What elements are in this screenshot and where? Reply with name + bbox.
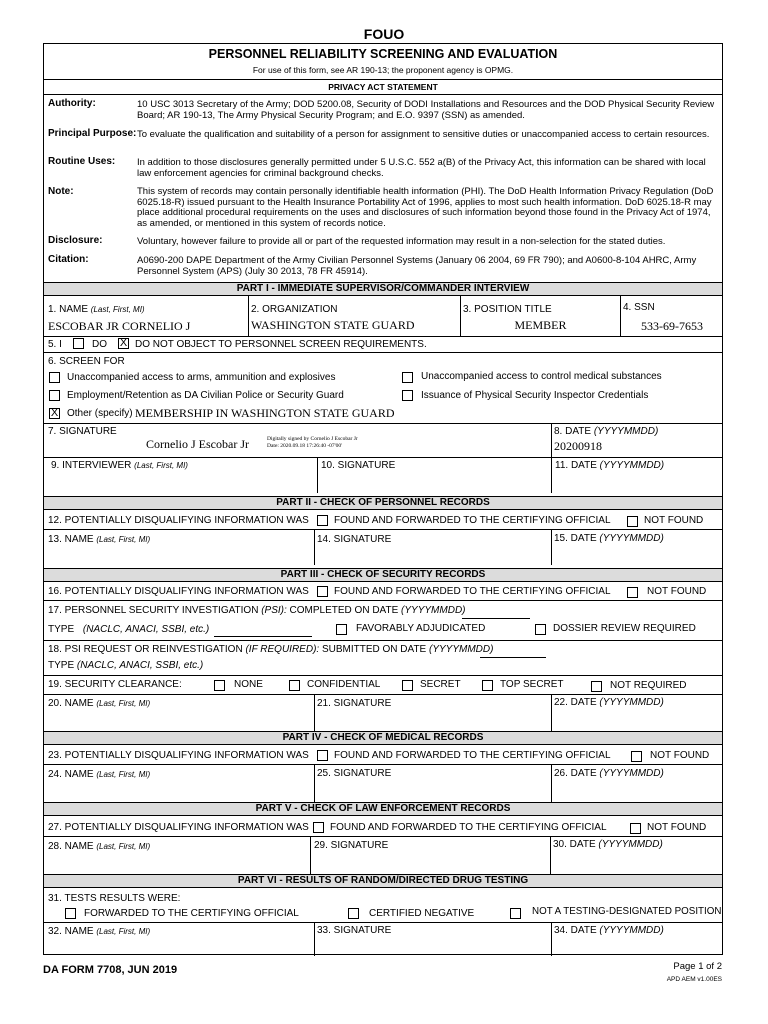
- part4-heading: PART IV - CHECK OF MEDICAL RECORDS: [44, 731, 722, 745]
- screen-medical-checkbox[interactable]: [402, 372, 413, 383]
- medical-date-label: 26. DATE (YYYYMMDD): [554, 768, 664, 779]
- date-label: 8. DATE (YYYYMMDD): [554, 426, 659, 437]
- position-title-label: 3. POSITION TITLE: [463, 304, 552, 315]
- drug-negative-label: CERTIFIED NEGATIVE: [369, 908, 475, 919]
- law-name-label: 28. NAME (Last, First, MI): [48, 841, 151, 852]
- part2-heading: PART II - CHECK OF PERSONNEL RECORDS: [44, 496, 722, 510]
- drug-date-label: 34. DATE (YYYYMMDD): [554, 925, 664, 936]
- clearance-secret-label: SECRET: [420, 679, 461, 690]
- organization-field[interactable]: WASHINGTON STATE GUARD: [251, 318, 415, 332]
- security-not-found-label: NOT FOUND: [647, 586, 707, 597]
- interviewer-label: 9. INTERVIEWER (Last, First, MI): [51, 460, 188, 471]
- clearance-none-checkbox[interactable]: [214, 680, 225, 691]
- law-disq-label: 27. POTENTIALLY DISQUALIFYING INFORMATION WAS: [48, 822, 309, 833]
- digital-signature-date: Date: 2020.09.18 17:26:40 -07'00': [267, 443, 343, 449]
- date-field[interactable]: 20200918: [554, 439, 602, 453]
- drug-not-designated-checkbox[interactable]: [510, 908, 521, 919]
- personnel-date-label: 15. DATE (YYYYMMDD): [554, 533, 664, 544]
- privacy-routine-label: Routine Uses:: [48, 156, 116, 167]
- privacy-citation-label: Citation:: [48, 254, 89, 265]
- consent-text: DO NOT OBJECT TO PERSONNEL SCREEN REQUIREMENTS.: [135, 339, 427, 350]
- personnel-not-found-label: NOT FOUND: [644, 515, 704, 526]
- clearance-none-label: NONE: [234, 679, 263, 690]
- psi-request-label: 18. PSI REQUEST OR REINVESTIGATION (IF REQUIRED): SUBMITTED ON DATE (YYYYMMDD): [48, 644, 494, 655]
- page-number: Page 1 of 2: [673, 961, 722, 972]
- screen-medical-label: Unaccompanied access to control medical substances: [421, 371, 662, 382]
- favorably-adjudicated-checkbox[interactable]: [336, 624, 347, 635]
- clearance-confidential-label: CONFIDENTIAL: [307, 679, 381, 690]
- consent-label: 5. I: [48, 339, 62, 350]
- drug-forwarded-label: FORWARDED TO THE CERTIFYING OFFICIAL: [84, 908, 299, 919]
- law-not-found-label: NOT FOUND: [647, 822, 707, 833]
- personnel-signature-label: 14. SIGNATURE: [317, 534, 392, 545]
- clearance-secret-checkbox[interactable]: [402, 680, 413, 691]
- clearance-confidential-checkbox[interactable]: [289, 680, 300, 691]
- drug-not-designated-label: NOT A TESTING-DESIGNATED POSITION: [532, 906, 722, 917]
- clearance-top-secret-label: TOP SECRET: [500, 679, 564, 690]
- personnel-name-label: 13. NAME (Last, First, MI): [48, 534, 151, 545]
- screen-police-label: Employment/Retention as DA Civilian Police or Security Guard: [67, 390, 344, 401]
- psi-date-field[interactable]: [462, 618, 530, 619]
- psi-request-date-field[interactable]: [480, 657, 546, 658]
- security-found-checkbox[interactable]: [317, 586, 328, 597]
- fouo-banner: FOUO: [363, 26, 405, 42]
- privacy-disclosure-label: Disclosure:: [48, 235, 103, 246]
- screen-arms-checkbox[interactable]: [49, 372, 60, 383]
- name-label: 1. NAME (Last, First, MI): [48, 304, 145, 315]
- signature-field[interactable]: Cornelio J Escobar Jr: [146, 437, 249, 451]
- security-name-label: 20. NAME (Last, First, MI): [48, 698, 151, 709]
- personnel-not-found-checkbox[interactable]: [627, 516, 638, 527]
- position-title-field[interactable]: MEMBER: [514, 318, 567, 332]
- form-title: PERSONNEL RELIABILITY SCREENING AND EVALUATION: [208, 47, 558, 61]
- privacy-purpose-label: Principal Purpose:: [48, 128, 137, 139]
- part5-heading: PART V - CHECK OF LAW ENFORCEMENT RECORDS: [44, 802, 722, 816]
- favorably-adjudicated-label: FAVORABLY ADJUDICATED: [356, 623, 486, 634]
- consent-do-checkbox[interactable]: [73, 338, 84, 349]
- part1-heading: PART I - IMMEDIATE SUPERVISOR/COMMANDER INTERVIEW: [44, 282, 722, 296]
- part3-heading: PART III - CHECK OF SECURITY RECORDS: [44, 568, 722, 582]
- medical-name-label: 24. NAME (Last, First, MI): [48, 769, 151, 780]
- clearance-label: 19. SECURITY CLEARANCE:: [48, 679, 182, 690]
- interviewer-signature-label: 10. SIGNATURE: [321, 460, 396, 471]
- part6-heading: PART VI - RESULTS OF RANDOM/DIRECTED DRUG TESTING: [44, 874, 722, 888]
- medical-found-label: FOUND AND FORWARDED TO THE CERTIFYING OFFICIAL: [334, 750, 611, 761]
- ssn-field[interactable]: 533-69-7653: [641, 319, 703, 333]
- security-disq-label: 16. POTENTIALLY DISQUALIFYING INFORMATION WAS: [48, 586, 309, 597]
- privacy-routine-text: In addition to those disclosures generally permitted under 5 U.S.C. 552 a(B) of the Privacy Act, this information can be shared with local law enforcement agencies for criminal background checks.: [137, 157, 706, 179]
- ssn-label: 4. SSN: [623, 302, 655, 313]
- security-date-label: 22. DATE (YYYYMMDD): [554, 697, 664, 708]
- drug-name-label: 32. NAME (Last, First, MI): [48, 926, 151, 937]
- dossier-review-label: DOSSIER REVIEW REQUIRED: [553, 623, 696, 634]
- screen-inspector-label: Issuance of Physical Security Inspector Credentials: [421, 390, 649, 401]
- screen-other-checkbox[interactable]: X: [50, 407, 59, 419]
- security-not-found-checkbox[interactable]: [627, 587, 638, 598]
- drug-forwarded-checkbox[interactable]: [65, 908, 76, 919]
- privacy-heading: PRIVACY ACT STATEMENT: [328, 82, 438, 92]
- psi-request-type-label: TYPE (NACLC, ANACI, SSBI, etc.): [48, 660, 204, 671]
- screen-other-label: Other (specify): [67, 408, 133, 419]
- privacy-note-text: This system of records may contain personally identifiable health information (PHI). The DoD Health Information Privacy Regulation (DoD 6025.18-R) issued pursuant to the Health Insurance Portability Act of 1996, applies to most such health information. DoD 6025.18-R may place additional procedural requirements on the uses and disclosures of such information beyond those found in the Privacy Act of 1974, as amended, or mentioned in this system of records notice.: [137, 186, 714, 229]
- law-date-label: 30. DATE (YYYYMMDD): [553, 839, 663, 850]
- privacy-note-label: Note:: [48, 186, 74, 197]
- psi-label: 17. PERSONNEL SECURITY INVESTIGATION (PSI): COMPLETED ON DATE (YYYYMMDD): [48, 605, 466, 616]
- form-subtitle: For use of this form, see AR 190-13; the proponent agency is OPMG.: [252, 65, 514, 75]
- personnel-found-label: FOUND AND FORWARDED TO THE CERTIFYING OFFICIAL: [334, 515, 611, 526]
- drug-test-label: 31. TESTS RESULTS WERE:: [48, 893, 181, 904]
- personnel-found-checkbox[interactable]: [317, 515, 328, 526]
- form-frame: [43, 43, 723, 955]
- law-not-found-checkbox[interactable]: [630, 823, 641, 834]
- screen-inspector-checkbox[interactable]: [402, 390, 413, 401]
- psi-type-field[interactable]: [214, 636, 312, 637]
- clearance-not-required-label: NOT REQUIRED: [610, 680, 687, 691]
- law-signature-label: 29. SIGNATURE: [314, 840, 389, 851]
- organization-label: 2. ORGANIZATION: [251, 304, 338, 315]
- screen-other-field[interactable]: MEMBERSHIP IN WASHINGTON STATE GUARD: [135, 406, 395, 420]
- signature-label: 7. SIGNATURE: [48, 426, 117, 437]
- privacy-authority-text: 10 USC 3013 Secretary of the Army; DOD 5200.08, Security of DODI Installations and Resources and the DOD Physical Security Review Board; AR 190-13, The Army Physical Security Program; and E.O. 9397 (SSN) as amended.: [137, 99, 715, 121]
- medical-disq-label: 23. POTENTIALLY DISQUALIFYING INFORMATION WAS: [48, 750, 309, 761]
- consent-do-not-checkbox[interactable]: X: [119, 337, 128, 349]
- form-version: APD AEM v1.00ES: [666, 976, 722, 983]
- medical-found-checkbox[interactable]: [317, 750, 328, 761]
- law-found-checkbox[interactable]: [313, 822, 324, 833]
- screen-for-label: 6. SCREEN FOR: [48, 356, 125, 367]
- form-number: DA FORM 7708, JUN 2019: [43, 964, 178, 976]
- drug-signature-label: 33. SIGNATURE: [317, 925, 392, 936]
- consent-do-label: DO: [92, 339, 107, 350]
- name-field[interactable]: ESCOBAR JR CORNELIO J: [48, 319, 191, 333]
- dossier-review-checkbox[interactable]: [535, 624, 546, 635]
- security-found-label: FOUND AND FORWARDED TO THE CERTIFYING OFFICIAL: [334, 586, 611, 597]
- digital-signature-note: Digitally signed by Cornelio J Escobar Jr: [267, 436, 358, 442]
- clearance-top-secret-checkbox[interactable]: [482, 680, 493, 691]
- privacy-purpose-text: To evaluate the qualification and suitability of a person for assignment to sensitive duties or unaccompanied access to certain resources.: [137, 129, 710, 140]
- drug-negative-checkbox[interactable]: [348, 908, 359, 919]
- medical-signature-label: 25. SIGNATURE: [317, 768, 392, 779]
- clearance-not-required-checkbox[interactable]: [591, 681, 602, 692]
- privacy-citation-text: A0690-200 DAPE Department of the Army Civilian Personnel Systems (January 06 2004, 69 FR 790); and A0600-8-104 AHRC, Army Personnel System (APS) (July 30 2013, 78 FR 45914).: [137, 255, 697, 277]
- security-signature-label: 21. SIGNATURE: [317, 698, 392, 709]
- interviewer-date-label: 11. DATE (YYYYMMDD): [555, 460, 665, 471]
- medical-not-found-label: NOT FOUND: [650, 750, 710, 761]
- medical-not-found-checkbox[interactable]: [631, 751, 642, 762]
- privacy-disclosure-text: Voluntary, however failure to provide all or part of the requested information may result in a non-selection for the stated duties.: [137, 236, 666, 247]
- screen-police-checkbox[interactable]: [49, 390, 60, 401]
- psi-type-label: TYPE (NACLC, ANACI, SSBI, etc.): [48, 624, 210, 635]
- personnel-disq-label: 12. POTENTIALLY DISQUALIFYING INFORMATION WAS: [48, 515, 309, 526]
- screen-arms-label: Unaccompanied access to arms, ammunition and explosives: [67, 372, 336, 383]
- privacy-authority-label: Authority:: [48, 98, 96, 109]
- law-found-label: FOUND AND FORWARDED TO THE CERTIFYING OFFICIAL: [330, 822, 607, 833]
